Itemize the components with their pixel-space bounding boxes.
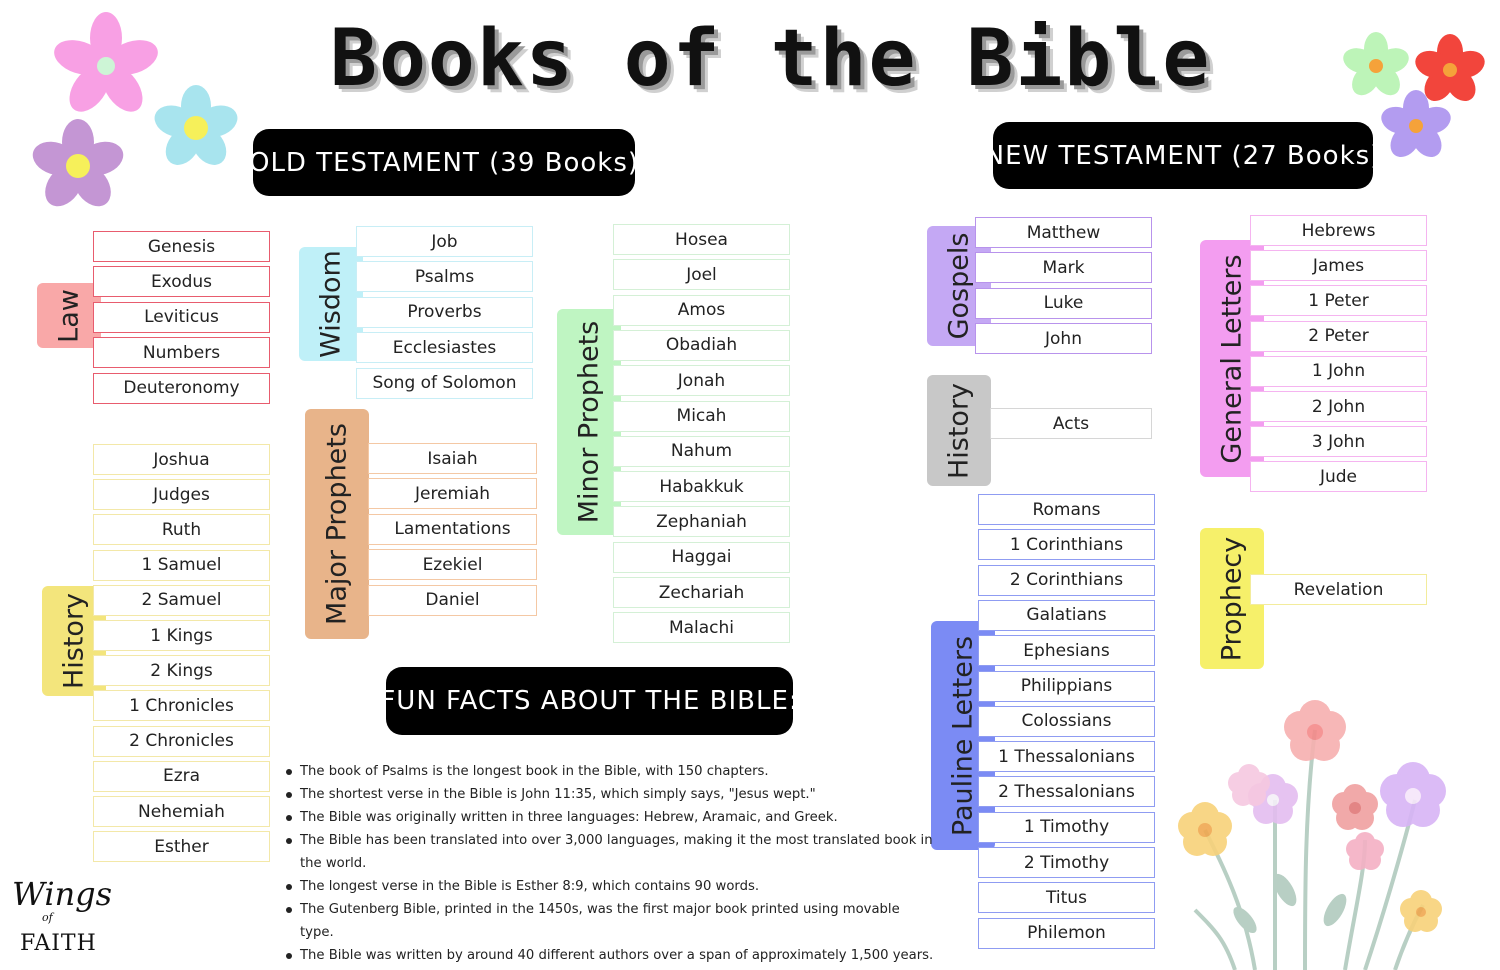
book-item: 1 John	[1250, 356, 1427, 387]
book-item: Jeremiah	[368, 478, 537, 509]
page-title: Books of the Bible	[330, 14, 1212, 104]
fun-fact-item: The Bible was originally written in three languages: Hebrew, Aramaic, and Greek.	[286, 806, 936, 829]
book-item: Zechariah	[613, 577, 790, 608]
book-item: Romans	[978, 494, 1155, 525]
category-label: Wisdom	[315, 250, 347, 358]
book-item: Job	[356, 226, 533, 257]
book-item: Deuteronomy	[93, 373, 270, 404]
book-item: Jonah	[613, 365, 790, 396]
book-item: Esther	[93, 831, 270, 862]
pink-flower-icon	[50, 12, 163, 119]
book-item: Mark	[975, 252, 1152, 283]
category-label: Pauline Letters	[947, 635, 979, 836]
book-item: Acts	[990, 408, 1152, 439]
book-item: 2 Corinthians	[978, 565, 1155, 596]
fun-facts-heading: FUN FACTS ABOUT THE BIBLE:	[386, 667, 793, 735]
book-item: Amos	[613, 295, 790, 326]
category-wisdom	[299, 247, 363, 361]
category-label: History	[58, 592, 90, 690]
book-item: 1 Kings	[93, 620, 270, 651]
fun-fact-item: The shortest verse in the Bible is John 11:35, which simply says, "Jesus wept."	[286, 783, 936, 806]
category-minor-prophets	[557, 309, 621, 535]
book-item: Ruth	[93, 514, 270, 545]
fun-fact-item: The Bible has been translated into over 3,000 languages, making it the most translated book in the world.	[286, 829, 936, 875]
violet-flower-icon	[1378, 90, 1455, 163]
book-item: Malachi	[613, 612, 790, 643]
book-item: Hosea	[613, 224, 790, 255]
book-item: 2 Timothy	[978, 847, 1155, 878]
book-item: 2 Thessalonians	[978, 776, 1155, 807]
book-item: Hebrews	[1250, 215, 1427, 246]
book-item: Genesis	[93, 231, 270, 262]
logo-line-3: FAITH	[20, 931, 97, 956]
book-item: Judges	[93, 479, 270, 510]
book-item: James	[1250, 250, 1427, 281]
category-label: History	[943, 382, 975, 479]
book-item: Song of Solomon	[356, 368, 533, 399]
fun-facts-list	[286, 760, 936, 967]
book-item: Nehemiah	[93, 796, 270, 827]
fun-fact-item: The longest verse in the Bible is Esther 8:9, which contains 90 words.	[286, 875, 936, 898]
book-item: Matthew	[975, 217, 1152, 248]
book-item: Habakkuk	[613, 471, 790, 502]
category-label: Gospels	[943, 232, 975, 340]
book-item: Philemon	[978, 918, 1155, 949]
logo-line-2: of	[42, 911, 53, 924]
decorative-flowers-left	[0, 0, 260, 220]
book-item: 1 Samuel	[93, 550, 270, 581]
green-flower-icon	[1340, 32, 1412, 101]
book-item: Joel	[613, 259, 790, 290]
book-item: Lamentations	[368, 514, 537, 545]
book-item: Philippians	[978, 671, 1155, 702]
category-label: Prophecy	[1216, 536, 1248, 661]
book-item: Psalms	[356, 261, 533, 292]
book-item: Ecclesiastes	[356, 332, 533, 363]
book-item: 3 John	[1250, 426, 1427, 457]
book-item: Obadiah	[613, 330, 790, 361]
logo-line-1: Wings	[12, 875, 113, 913]
fun-fact-item: The Bible was written by around 40 different authors over a span of approximately 1,500 years.	[286, 944, 936, 967]
book-item: Colossians	[978, 706, 1155, 737]
book-item: 2 Chronicles	[93, 726, 270, 757]
book-item: Nahum	[613, 436, 790, 467]
book-item: Zephaniah	[613, 506, 790, 537]
bouquet-flower-icon	[1284, 700, 1346, 761]
book-item: Exodus	[93, 266, 270, 297]
flower-bouquet-illustration	[1165, 690, 1465, 970]
category-nt-history	[927, 375, 991, 486]
book-item: Luke	[975, 288, 1152, 319]
category-label: Law	[53, 288, 85, 343]
book-item: 1 Corinthians	[978, 529, 1155, 560]
wings-of-faith-logo	[6, 875, 113, 960]
book-item: Leviticus	[93, 302, 270, 333]
old-testament-heading: OLD TESTAMENT (39 Books)	[253, 129, 635, 196]
book-item: Isaiah	[368, 443, 537, 474]
category-label: Minor Prophets	[573, 320, 605, 524]
book-item: John	[975, 323, 1152, 354]
book-item: 1 Timothy	[978, 812, 1155, 843]
book-item: Ezra	[93, 761, 270, 792]
book-item: Haggai	[613, 542, 790, 573]
category-label: General Letters	[1216, 253, 1248, 464]
new-testament-heading: NEW TESTAMENT (27 Books)	[993, 122, 1373, 189]
book-item: Joshua	[93, 444, 270, 475]
category-major-prophets	[305, 409, 369, 639]
book-item: Proverbs	[356, 297, 533, 328]
book-item: 2 Peter	[1250, 321, 1427, 352]
book-item: 2 Samuel	[93, 585, 270, 616]
blue-flower-icon	[150, 85, 241, 172]
book-item: Galatians	[978, 600, 1155, 631]
book-item: Titus	[978, 882, 1155, 913]
book-item: Ezekiel	[368, 549, 537, 580]
book-item: 1 Chronicles	[93, 690, 270, 721]
book-item: Numbers	[93, 337, 270, 368]
fun-fact-item: The Gutenberg Bible, printed in the 1450s, was the first major book printed using movable type.	[286, 898, 936, 944]
book-item: Daniel	[368, 585, 537, 616]
book-item: Micah	[613, 401, 790, 432]
book-item: 2 John	[1250, 391, 1427, 422]
book-item: 1 Peter	[1250, 285, 1427, 316]
category-law	[37, 283, 101, 348]
book-item: 2 Kings	[93, 655, 270, 686]
purple-flower-icon	[28, 119, 127, 213]
book-item: 1 Thessalonians	[978, 741, 1155, 772]
book-item: Ephesians	[978, 635, 1155, 666]
book-item: Jude	[1250, 461, 1427, 492]
category-label: Major Prophets	[321, 423, 353, 625]
fun-fact-item: The book of Psalms is the longest book in the Bible, with 150 chapters.	[286, 760, 936, 783]
book-item: Revelation	[1250, 574, 1427, 605]
